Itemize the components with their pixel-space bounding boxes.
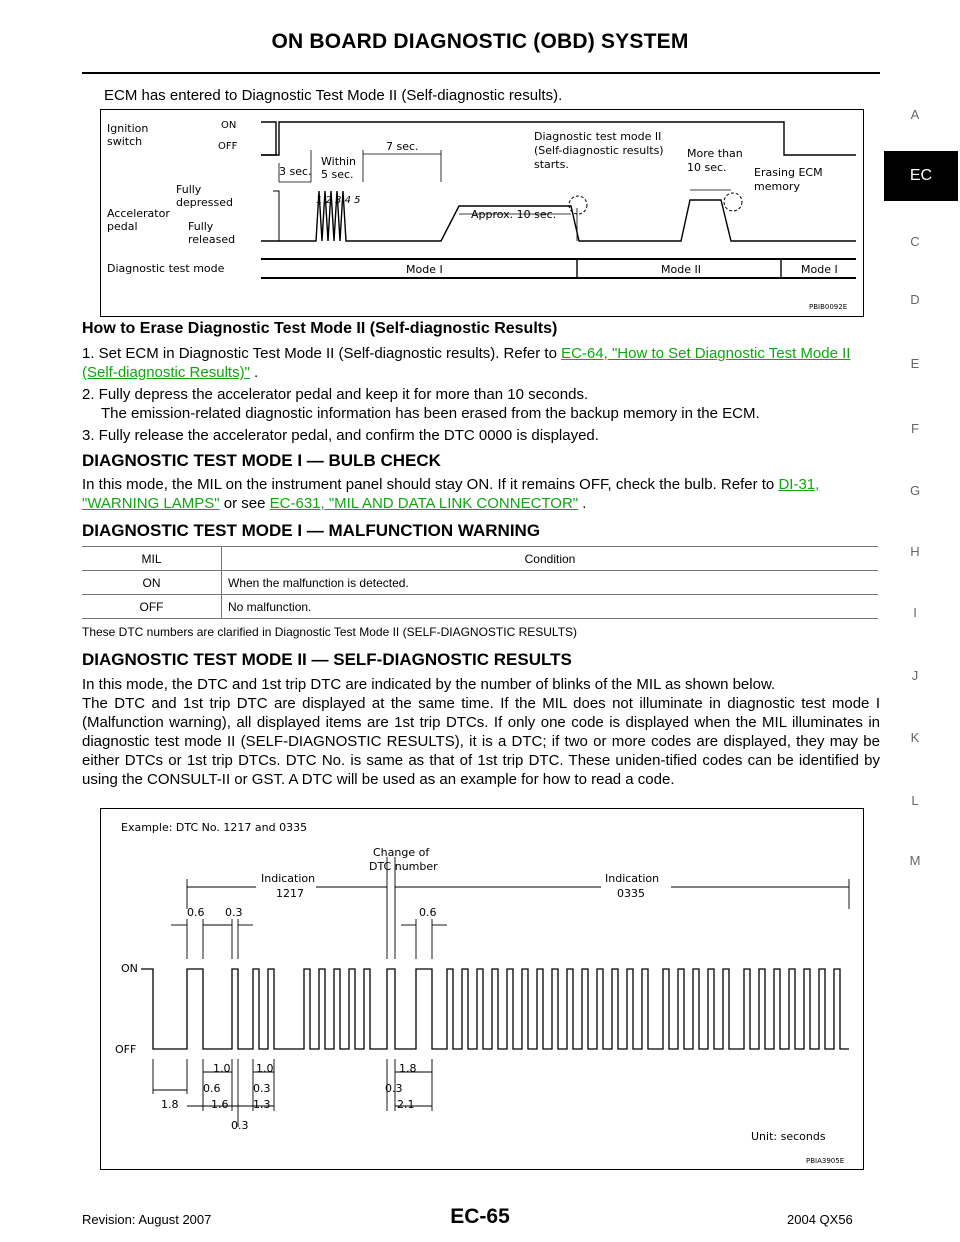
table-cell-condition: No malfunction. <box>222 595 879 619</box>
bulb-check-mid: or see <box>219 495 270 512</box>
change-label-2: DTC number <box>369 860 438 873</box>
indication1-label-2: 1217 <box>276 887 304 900</box>
fully-released-label-1: Fully <box>188 220 214 233</box>
table-row <box>82 571 878 595</box>
mil-blink-svg <box>101 809 863 1169</box>
side-tab-j[interactable]: J <box>911 668 919 683</box>
self-diag-heading: DIAGNOSTIC TEST MODE II — SELF-DIAGNOSTIC RESULTS <box>82 650 572 669</box>
ignition-label-1: Ignition <box>107 122 149 135</box>
count-label: 1 2 3 4 5 <box>316 195 361 206</box>
mode-2-label: Mode II <box>661 263 701 276</box>
mil-table <box>82 546 878 619</box>
example-label: Example: DTC No. 1217 and 0335 <box>121 821 308 834</box>
indication2-label-1: Indication <box>605 872 660 885</box>
dim-03-d: 0.3 <box>385 1082 403 1095</box>
side-tab-l[interactable]: L <box>911 793 919 808</box>
mode-1-label: Mode I <box>406 263 443 276</box>
side-tab-i[interactable]: I <box>913 605 917 620</box>
table-note: These DTC numbers are clarified in Diagnostic Test Mode II (SELF-DIAGNOSTIC RESULTS) <box>82 625 578 639</box>
approx-label: Approx. 10 sec. <box>471 208 557 221</box>
erase-step-3: 3. Fully release the accelerator pedal, and confirm the DTC 0000 is displayed. <box>82 427 599 444</box>
side-tab-g[interactable]: G <box>909 483 921 498</box>
erase-step-1-link[interactable]: EC-64, "How to Set Diagnostic Test Mode II (Self-diagnostic Results)" <box>82 345 851 381</box>
erase-heading: How to Erase Diagnostic Test Mode II (Self-diagnostic Results) <box>82 320 558 337</box>
mil-blink-figure <box>100 808 864 1170</box>
self-diag-paragraph: The DTC and 1st trip DTC are displayed at the same time. If the MIL does not illuminate in diagnostic test mode I (Malfunction warning), all displayed items are 1st trip DTCs. If only one code is displayed when the MIL illuminates in diagnostic test mode II (SELF-DIAGNOSTIC RESULTS), it is a DTC; if two or more codes are displayed, they may be either DTCs or 1st trip DTCs. DTC No. is same as that of 1st trip DTC. These uniden-tified codes can be identified by using the CONSULT-II or GST. A DTC will be used as an example for how to read a code. <box>82 695 880 788</box>
side-tab-k[interactable]: K <box>910 730 920 745</box>
within-label-1: Within <box>321 155 357 168</box>
side-tab-d[interactable]: D <box>910 292 920 307</box>
indication1-label-1: Indication <box>261 872 316 885</box>
on-label: ON <box>121 962 138 975</box>
diag-mode-label: Diagnostic test mode <box>107 262 225 275</box>
bulb-check-heading: DIAGNOSTIC TEST MODE I — BULB CHECK <box>82 451 441 470</box>
bulb-check-end: . <box>578 495 587 512</box>
seven-sec-label: 7 sec. <box>386 140 419 153</box>
change-label-1: Change of <box>373 846 430 859</box>
dim-18: 1.8 <box>161 1098 179 1111</box>
dim-03-c: 0.3 <box>253 1082 271 1095</box>
fully-depressed-label-1: Fully <box>176 183 202 196</box>
self-diag-intro: In this mode, the DTC and 1st trip DTC are indicated by the number of blinks of the MIL as shown below. <box>82 676 776 693</box>
starts-label-3: starts. <box>534 158 569 171</box>
dim-21: 2.1 <box>397 1098 415 1111</box>
side-tab-a[interactable]: A <box>910 107 920 122</box>
erasing-label-2: memory <box>754 180 800 193</box>
table-header-mil: MIL <box>82 547 222 571</box>
more-than-label-1: More than <box>687 147 743 160</box>
timing-diagram-figure <box>100 109 864 317</box>
side-tab-m[interactable]: M <box>909 853 921 868</box>
within-label-2: 5 sec. <box>321 168 354 181</box>
table-header-row <box>82 547 878 571</box>
dim-06-c: 0.6 <box>203 1082 221 1095</box>
dim-10-b: 1.0 <box>256 1062 274 1075</box>
fully-released-label-2: released <box>188 233 236 246</box>
figure2-id: PBIA3905E <box>806 1157 845 1165</box>
erasing-label-1: Erasing ECM <box>754 166 823 179</box>
erase-step-1 <box>82 344 882 382</box>
dim-03-e: 0.3 <box>231 1119 249 1132</box>
header-rule <box>82 72 880 74</box>
starts-label-1: Diagnostic test mode II <box>534 130 662 143</box>
table-cell-mil: OFF <box>82 595 222 619</box>
dim-13: 1.3 <box>253 1098 271 1111</box>
off-label: OFF <box>115 1043 137 1056</box>
accelerator-label-2: pedal <box>107 220 138 233</box>
page-title: ON BOARD DIAGNOSTIC (OBD) SYSTEM <box>271 30 689 53</box>
starts-label-2: (Self-diagnostic results) <box>534 144 664 157</box>
unit-label: Unit: seconds <box>751 1130 826 1143</box>
malfunction-heading: DIAGNOSTIC TEST MODE I — MALFUNCTION WARNING <box>82 521 541 540</box>
footer-page-number: EC-65 <box>450 1205 510 1228</box>
bulb-check-text <box>82 475 882 513</box>
timing-diagram-svg <box>101 110 863 316</box>
accelerator-label-1: Accelerator <box>107 207 170 220</box>
footer-model: 2004 QX56 <box>787 1212 853 1227</box>
figure1-id: PBIB0092E <box>809 303 848 311</box>
erase-step-1-text: 1. Set ECM in Diagnostic Test Mode II (Self-diagnostic results). Refer to <box>82 345 562 362</box>
side-tab-c[interactable]: C <box>910 234 920 249</box>
on-label: ON <box>221 120 237 131</box>
dim-16: 1.6 <box>211 1098 229 1111</box>
off-label: OFF <box>218 141 238 152</box>
erase-step-1-suffix: . <box>249 364 259 381</box>
erase-step-2-detail: The emission-related diagnostic information has been erased from the backup memory in the ECM. <box>101 405 760 422</box>
three-sec-label: 3 sec. <box>279 165 312 178</box>
ignition-label-2: switch <box>107 135 143 148</box>
side-tab-f[interactable]: F <box>911 421 919 436</box>
more-than-label-2: 10 sec. <box>687 161 727 174</box>
intro-text: ECM has entered to Diagnostic Test Mode II (Self-diagnostic results). <box>104 87 563 104</box>
link-ec-631[interactable]: EC-631, "MIL AND DATA LINK CONNECTOR" <box>269 495 579 512</box>
footer-revision: Revision: August 2007 <box>82 1212 212 1227</box>
dim-06-b: 0.6 <box>419 906 437 919</box>
indication2-label-2: 0335 <box>617 887 645 900</box>
table-cell-condition: When the malfunction is detected. <box>222 571 879 595</box>
table-header-condition: Condition <box>222 547 879 571</box>
table-cell-mil: ON <box>82 571 222 595</box>
bulb-check-body: In this mode, the MIL on the instrument panel should stay ON. If it remains OFF, check the bulb. Refer to <box>82 476 779 493</box>
side-tab-ec-active[interactable]: EC <box>884 151 958 201</box>
side-tab-e[interactable]: E <box>910 356 920 371</box>
dim-03-a: 0.3 <box>225 906 243 919</box>
table-row <box>82 595 878 619</box>
dim-18-b: 1.8 <box>399 1062 417 1075</box>
link-di-31[interactable]: DI-31, "WARNING LAMPS" <box>82 476 820 512</box>
side-tab-h[interactable]: H <box>910 544 920 559</box>
fully-depressed-label-2: depressed <box>176 196 233 209</box>
dim-06-a: 0.6 <box>187 906 205 919</box>
mode-1b-label: Mode I <box>801 263 838 276</box>
dim-10-a: 1.0 <box>213 1062 231 1075</box>
erase-step-2: 2. Fully depress the accelerator pedal and keep it for more than 10 seconds. <box>82 386 589 403</box>
